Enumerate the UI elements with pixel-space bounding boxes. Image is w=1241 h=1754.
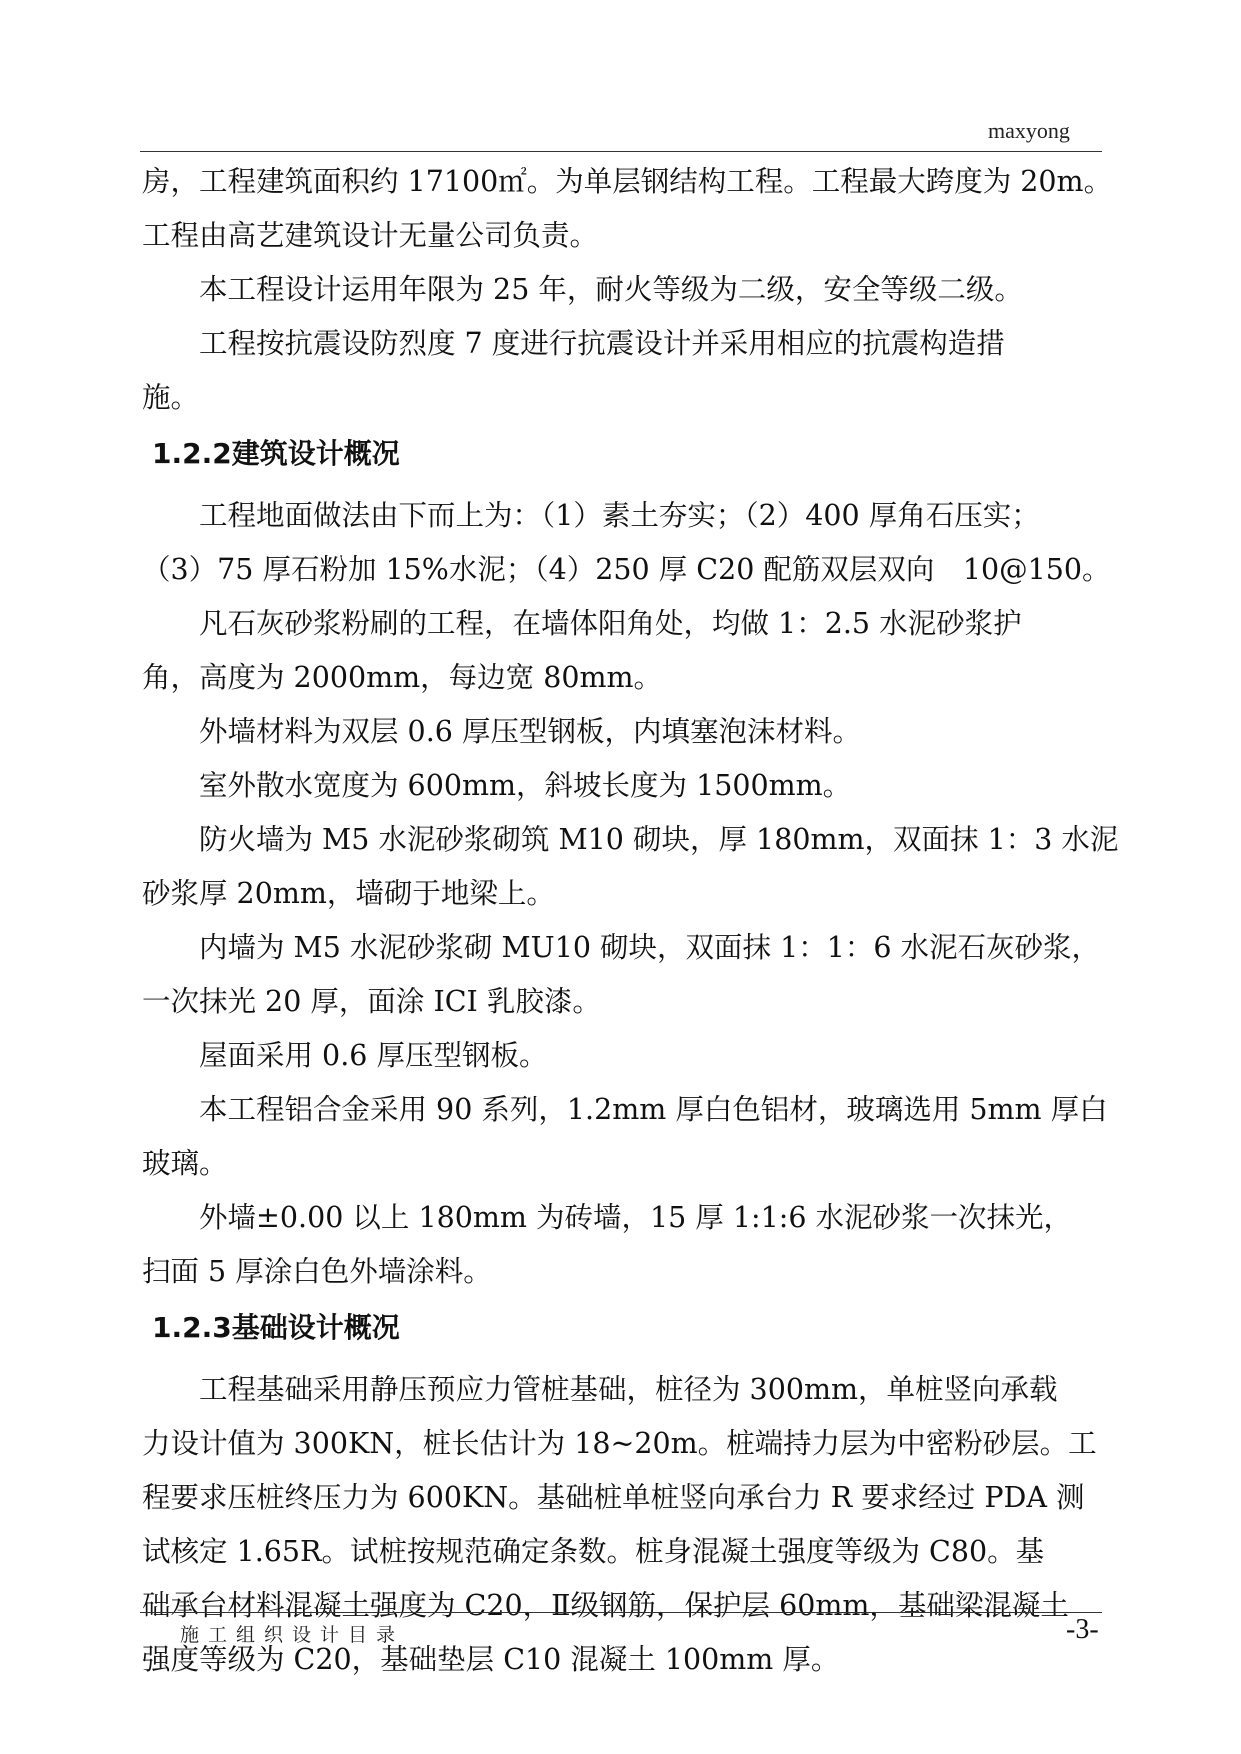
- paragraph-line: 工程基础采用静压预应力管桩基础，桩径为 300mm，单桩竖向承载: [199, 1373, 1058, 1406]
- paragraph-line: 施。: [142, 381, 200, 414]
- paragraph-line: 试核定 1.65R。试桩按规范确定条数。桩身混凝土强度等级为 C80。基: [142, 1535, 1045, 1568]
- header-text: maxyong: [988, 118, 1070, 143]
- footer-title: 施工组织设计目录: [180, 1624, 405, 1646]
- paragraph-line: （3）75 厚石粉加 15%水泥；（4）250 厚 C20 配筋双层双向 10@150。: [142, 553, 1111, 586]
- paragraph-line: 防火墙为 M5 水泥砂浆砌筑 M10 砌块，厚 180mm，双面抹 1：3 水泥: [199, 823, 1119, 856]
- paragraph-line: 外墙±0.00 以上 180mm 为砖墙，15 厚 1:1:6 水泥砂浆一次抹光，: [199, 1201, 1073, 1234]
- section-heading: 1.2.2建筑设计概况: [152, 437, 400, 470]
- paragraph-line: 玻璃。: [142, 1147, 228, 1180]
- paragraph-line: 程要求压桩终压力为 600KN。基础桩单桩竖向承台力 R 要求经过 PDA 测: [142, 1481, 1085, 1514]
- document-body: [142, 155, 1119, 1687]
- paragraph-line: 力设计值为 300KN，桩长估计为 18~20m。桩端持力层为中密粉砂层。工: [142, 1427, 1097, 1460]
- paragraph-line: 砂浆厚 20mm，墙砌于地梁上。: [142, 877, 555, 910]
- paragraph-line: 础承台材料混凝土强度为 C20，Ⅱ级钢筋，保护层 60mm，基础梁混凝土: [142, 1589, 1069, 1622]
- paragraph-line: 房，工程建筑面积约 17100㎡。为单层钢结构工程。工程最大跨度为 20m。: [142, 165, 1113, 198]
- paragraph-line: 一次抹光 20 厚，面涂 ICI 乳胶漆。: [142, 985, 601, 1018]
- paragraph-line: 室外散水宽度为 600mm，斜坡长度为 1500mm。: [199, 769, 852, 802]
- paragraph-line: 角，高度为 2000mm，每边宽 80mm。: [142, 661, 663, 694]
- footer-rule: [140, 1612, 1102, 1613]
- paragraph-line: 内墙为 M5 水泥砂浆砌 MU10 砌块，双面抹 1：1：6 水泥石灰砂浆，: [199, 931, 1101, 964]
- paragraph-line: 屋面采用 0.6 厚压型钢板。: [199, 1039, 548, 1072]
- paragraph-line: 工程按抗震设防烈度 7 度进行抗震设计并采用相应的抗震构造措: [199, 327, 1005, 360]
- paragraph-line: 工程由高艺建筑设计无量公司负责。: [142, 219, 599, 252]
- paragraph-line: 强度等级为 C20，基础垫层 C10 混凝土 100mm 厚。: [142, 1643, 840, 1676]
- paragraph-line: 工程地面做法由下而上为：（1）素土夯实；（2）400 厚角石压实；: [199, 499, 1040, 532]
- paragraph-line: 本工程铝合金采用 90 系列，1.2mm 厚白色铝材，玻璃选用 5mm 厚白: [199, 1093, 1108, 1126]
- paragraph-line: 凡石灰砂浆粉刷的工程，在墙体阳角处，均做 1：2.5 水泥砂浆护: [199, 607, 1022, 640]
- paragraph-line: 扫面 5 厚涂白色外墙涂料。: [142, 1255, 492, 1288]
- section-heading: 1.2.3基础设计概况: [152, 1311, 400, 1344]
- header-rule: [140, 151, 1102, 152]
- page-number: -3-: [1066, 1614, 1099, 1645]
- paragraph-line: 本工程设计运用年限为 25 年，耐火等级为二级，安全等级二级。: [199, 273, 1023, 306]
- paragraph-line: 外墙材料为双层 0.6 厚压型钢板，内填塞泡沫材料。: [199, 715, 861, 748]
